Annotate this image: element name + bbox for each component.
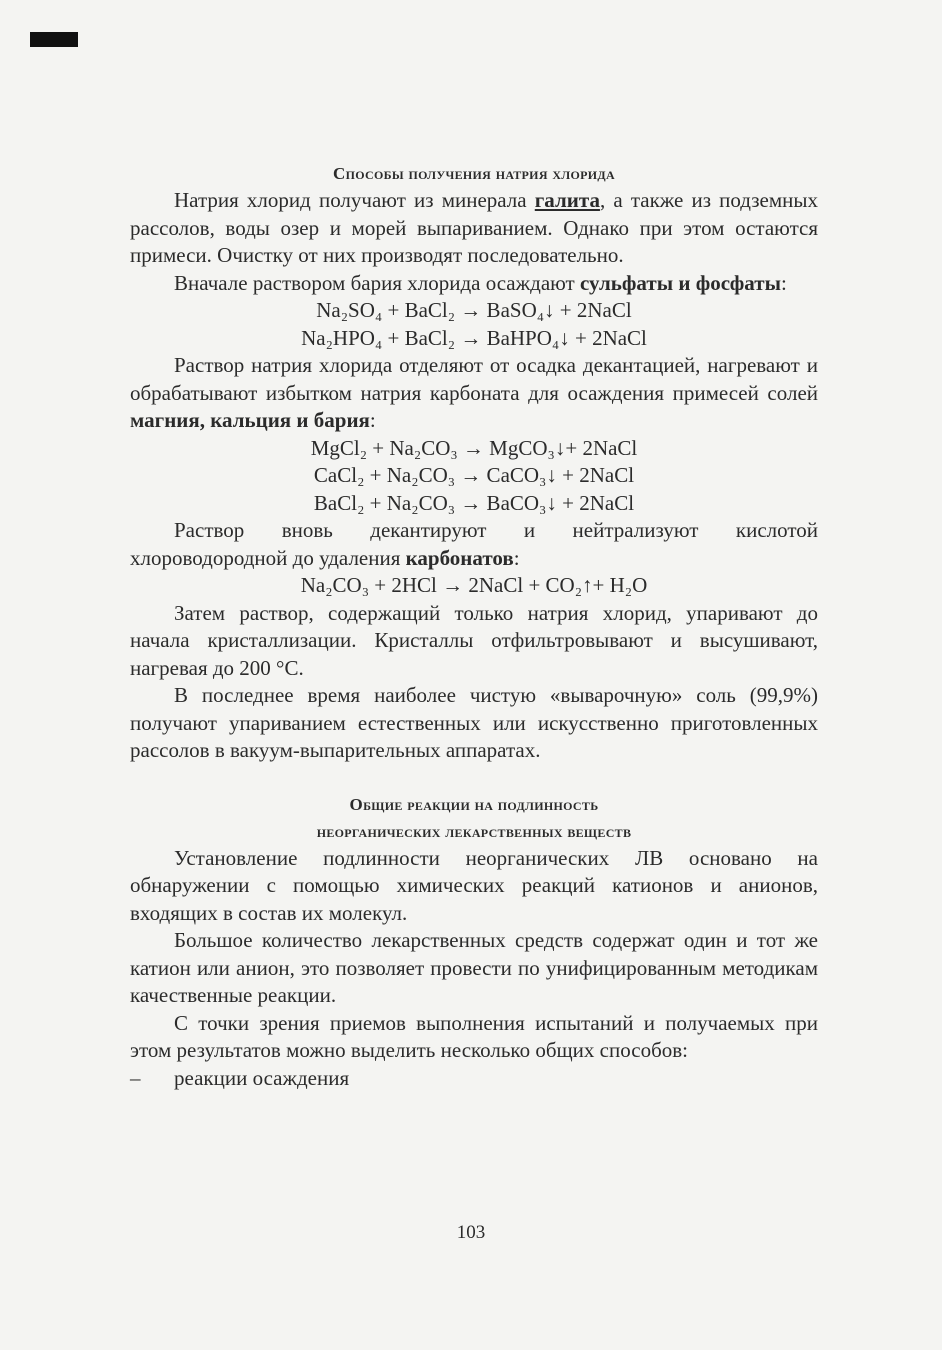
paragraph-9: С точки зрения приемов выполнения испытаний и получаемых при этом результатов можно выделить несколько общих способов: [130, 1010, 818, 1062]
paragraph-8: Большое количество лекарственных средств содержат один и тот же катион или анион, это позволяет провести по унифицированным методикам качественные реакции. [130, 928, 818, 1007]
equation-2: Na₂HPO₄ + BaCl₂ → BaHPO₄↓ + 2NaCl [301, 325, 647, 350]
paragraph-4: Раствор вновь декантируют и нейтрализуют кислотой хлороводородной до удаления карбонатов: [130, 518, 818, 570]
paragraph-1: Натрия хлорид получают из минерала галита, а также из подземных рассолов, воды озер и морей выпариванием. Однако при этом остаются примеси. Очистку от них производят последовательно. [130, 188, 818, 267]
bold-term-carbonates: карбонатов [405, 545, 514, 570]
equation-3: MgCl₂ + Na₂CO₃ → MgCO₃↓+ 2NaCl [310, 435, 638, 460]
paragraph-2: Вначале раствором бария хлорида осаждают сульфаты и фосфаты: [174, 270, 787, 295]
page-number: 103 [456, 1222, 486, 1243]
page-content [130, 160, 818, 1092]
paragraph-3: Раствор натрия хлорида отделяют от осадка декантацией, нагревают и обрабатывают избытком натрия карбоната для осаждения примесей солей магния, кальция и бария: [130, 353, 818, 432]
list-item-text: реакции осаждения [174, 1065, 350, 1090]
section-gap [130, 765, 818, 791]
list-item [130, 1065, 818, 1093]
paragraph-6: В последнее время наиболее чистую «выварочную» соль (99,9%) получают упариванием естественных или искусственно приготовленных рассолов в вакуум-выпарительных аппаратах. [130, 683, 818, 762]
equation-6: Na₂CO₃ + 2HCl → 2NaCl + CO₂↑+ H₂O [300, 573, 648, 597]
bold-term-sulfates: сульфаты и фосфаты [579, 270, 781, 295]
equation-5: BaCl₂ + Na₂CO₃ → BaCO₃↓ + 2NaCl [313, 490, 635, 515]
bold-term-galite: галита [534, 188, 600, 212]
section-heading-identity-line-2: неорганических лекарственных веществ [316, 821, 632, 841]
section-heading-sodium-chloride: Способы получения натрия хлорида [333, 164, 615, 183]
paragraph-7: Установление подлинности неорганических ЛВ основано на обнаружении с помощью химических реакций катионов и анионов, входящих в состав их молекул. [130, 845, 818, 925]
paragraph-5: Затем раствор, содержащий только натрия хлорид, упаривают до начала кристаллизации. Кристаллы отфильтровывают и высушивают, нагревая до 200 °С. [130, 600, 818, 680]
bold-term-metals: магния, кальция и бария [130, 408, 370, 432]
equation-1: Na₂SO₄ + BaCl₂ → BaSO₄↓ + 2NaCl [316, 298, 632, 322]
section-heading-identity-line-1: Общие реакции на подлинность [349, 794, 599, 814]
scan-corner-mark [30, 32, 78, 47]
equation-4: CaCl₂ + Na₂CO₃ → CaCO₃↓ + 2NaCl [313, 463, 635, 487]
list-dash: – [130, 1065, 141, 1090]
